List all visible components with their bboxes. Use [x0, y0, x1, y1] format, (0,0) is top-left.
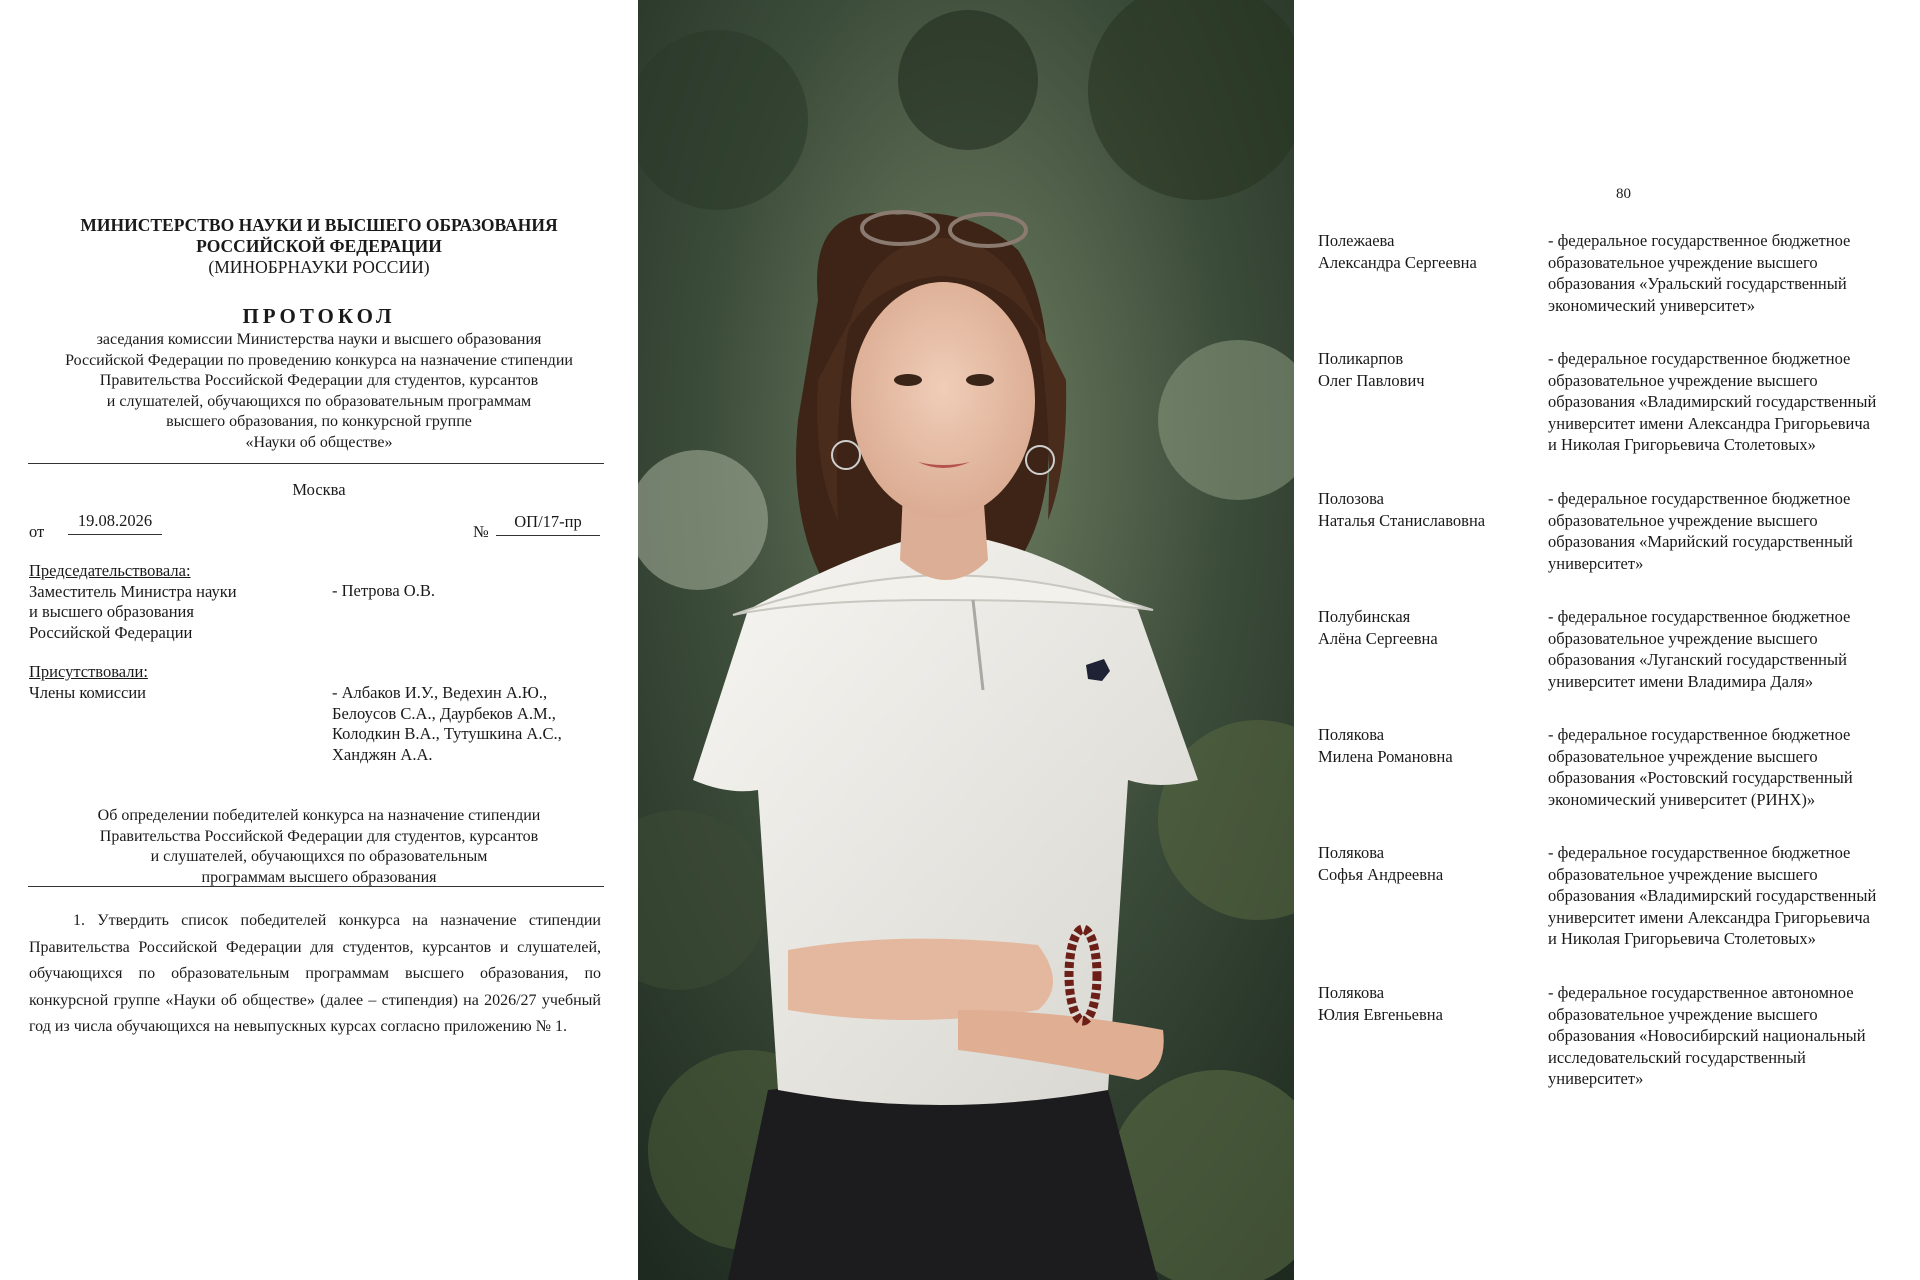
desc-line: - федеральное государственное бюджетное: [1548, 843, 1851, 862]
page-number: 80: [1616, 186, 1631, 202]
ministry-line-1: МИНИСТЕРСТВО НАУКИ И ВЫСШЕГО ОБРАЗОВАНИЯ: [80, 215, 558, 235]
winners-list-page: [1294, 0, 1920, 1280]
desc-line: - федеральное государственное бюджетное: [1548, 607, 1851, 626]
winner-name: [1318, 348, 1528, 391]
chair-name: - Петрова О.В.: [332, 581, 435, 600]
protocol-number: ОП/17-пр: [496, 512, 600, 536]
winner-name: [1318, 606, 1528, 649]
desc-line: образовательное учреждение высшего: [1548, 1004, 1818, 1024]
given-name: Наталья Станиславовна: [1318, 510, 1486, 530]
desc-line: университет»: [1548, 553, 1644, 573]
desc-line: университет имени Александра Григорьевича: [1548, 907, 1870, 927]
surname: Полубинская: [1318, 607, 1411, 626]
chair-role-line: и высшего образования: [29, 602, 194, 621]
desc-line: - федеральное государственное бюджетное: [1548, 489, 1851, 508]
desc-line: - федеральное государственное бюджетное: [1548, 725, 1851, 744]
present-names-line: Ханджян А.А.: [332, 744, 433, 764]
portrait-photo: [638, 0, 1294, 1280]
surname: Полякова: [1318, 983, 1385, 1002]
desc-line: - федеральное государственное автономное: [1548, 983, 1854, 1002]
agenda-line: и слушателей, обучающихся по образовательным: [150, 848, 488, 865]
desc-line: экономический университет»: [1548, 295, 1756, 315]
desc-line: - федеральное государственное бюджетное: [1548, 231, 1851, 250]
desc-line: образования «Луганский государственный: [1548, 650, 1847, 669]
protocol-date: 19.08.2026: [68, 511, 162, 535]
desc-line: образования «Владимирский государственный: [1548, 392, 1877, 411]
ministry-line-2: РОССИЙСКОЙ ФЕДЕРАЦИИ: [196, 236, 442, 256]
present-names: [332, 683, 612, 765]
agenda-heading: [28, 806, 610, 888]
agenda-line: программам высшего образования: [201, 868, 437, 886]
desc-line: - федеральное государственное бюджетное: [1548, 349, 1851, 368]
subtitle-line: высшего образования, по конкурсной группе: [166, 413, 472, 430]
agenda-line: Об определении победителей конкурса на назначение стипендии: [97, 807, 541, 824]
desc-line: экономический университет (РИНХ)»: [1548, 789, 1816, 809]
subtitle-line: Правительства Российской Федерации для студентов, курсантов: [99, 372, 539, 389]
desc-line: образования «Марийский государственный: [1548, 532, 1853, 551]
present-names-line: Колодкин В.А., Тутушкина А.С.,: [332, 724, 562, 743]
chair-block: [29, 561, 329, 643]
desc-line: образовательное учреждение высшего: [1548, 252, 1818, 272]
desc-line: и Николая Григорьевича Столетовых»: [1548, 929, 1816, 948]
desc-line: образовательное учреждение высшего: [1548, 628, 1818, 648]
desc-line: университет»: [1548, 1069, 1644, 1088]
winner-name: [1318, 230, 1528, 273]
desc-line: образовательное учреждение высшего: [1548, 510, 1818, 530]
portrait-photo-icon: [638, 0, 1294, 1280]
desc-line: образования «Владимирский государственный: [1548, 886, 1877, 905]
date-prefix: от: [29, 522, 45, 541]
chair-role-line: Российской Федерации: [29, 622, 193, 642]
protocol-document-page: [0, 0, 638, 1280]
city: Москва: [292, 480, 346, 499]
present-names-line: Белоусов С.А., Даурбеков А.М.,: [332, 703, 556, 723]
winner-name: [1318, 842, 1528, 885]
winner-university: [1548, 724, 1920, 810]
desc-line: образования «Новосибирский национальный: [1548, 1026, 1866, 1045]
winner-university: [1548, 982, 1920, 1090]
winner-name: [1318, 982, 1528, 1025]
winner-name: [1318, 724, 1528, 767]
protocol-subtitle: [28, 330, 610, 453]
desc-line: университет имени Александра Григорьевича: [1548, 413, 1870, 433]
desc-line: образовательное учреждение высшего: [1548, 370, 1818, 390]
surname: Полякова: [1318, 843, 1385, 862]
chair-role-line: Заместитель Министра науки: [29, 581, 237, 601]
desc-line: образования «Ростовский государственный: [1548, 768, 1853, 787]
resolution-paragraph: 1. Утвердить список победителей конкурса на назначение стипендии Правительства Российской Федерации для студентов, курсантов и слушателей, обучающихся по образовательным программам высшего образования, по конкурсной группе «Науки об обществе» (далее – стипендия) на 2026/27 учебный год из числа обучающихся на невыпускных курсах согласно приложению № 1.: [29, 912, 601, 1035]
given-name: Александра Сергеевна: [1318, 252, 1477, 272]
present-role: Члены комиссии: [29, 682, 147, 702]
given-name: Милена Романовна: [1318, 746, 1453, 766]
subtitle-line: «Науки об обществе»: [245, 433, 393, 451]
given-name: Софья Андреевна: [1318, 864, 1444, 884]
present-block: [29, 662, 329, 703]
winner-university: [1548, 606, 1920, 692]
present-names-line: - Албаков И.У., Ведехин А.Ю.,: [332, 683, 548, 702]
surname: Полежаева: [1318, 231, 1395, 250]
present-heading: Присутствовали:: [29, 662, 148, 681]
desc-line: и Николая Григорьевича Столетовых»: [1548, 435, 1816, 454]
winner-university: [1548, 842, 1920, 950]
header-divider: [28, 463, 604, 464]
winner-university: [1548, 230, 1920, 316]
document-title: ПРОТОКОЛ: [242, 304, 396, 328]
winner-name: [1318, 488, 1528, 531]
subtitle-line: заседания комиссии Министерства науки и высшего образования: [96, 331, 542, 348]
winner-university: [1548, 348, 1920, 456]
agenda-line: Правительства Российской Федерации для студентов, курсантов: [99, 827, 539, 845]
ministry-header: [28, 215, 610, 278]
given-name: Юлия Евгеньевна: [1318, 1004, 1443, 1024]
desc-line: образования «Уральский государственный: [1548, 274, 1847, 293]
desc-line: университет имени Владимира Даля»: [1548, 671, 1814, 691]
given-name: Олег Павлович: [1318, 370, 1425, 390]
ministry-short-name: (МИНОБРНАУКИ РОССИИ): [208, 257, 430, 277]
desc-line: исследовательский государственный: [1548, 1047, 1806, 1067]
desc-line: образовательное учреждение высшего: [1548, 864, 1818, 884]
agenda-divider: [28, 886, 604, 887]
surname: Поликарпов: [1318, 349, 1404, 368]
subtitle-line: и слушателей, обучающихся по образовательным программам: [106, 392, 532, 410]
surname: Полозова: [1318, 489, 1384, 508]
chair-heading: Председательствовала:: [29, 561, 191, 580]
desc-line: образовательное учреждение высшего: [1548, 746, 1818, 766]
subtitle-line: Российской Федерации по проведению конкурса на назначение стипендии: [65, 351, 573, 369]
surname: Полякова: [1318, 725, 1385, 744]
winner-university: [1548, 488, 1920, 574]
number-prefix: №: [473, 522, 489, 541]
given-name: Алёна Сергеевна: [1318, 628, 1438, 648]
